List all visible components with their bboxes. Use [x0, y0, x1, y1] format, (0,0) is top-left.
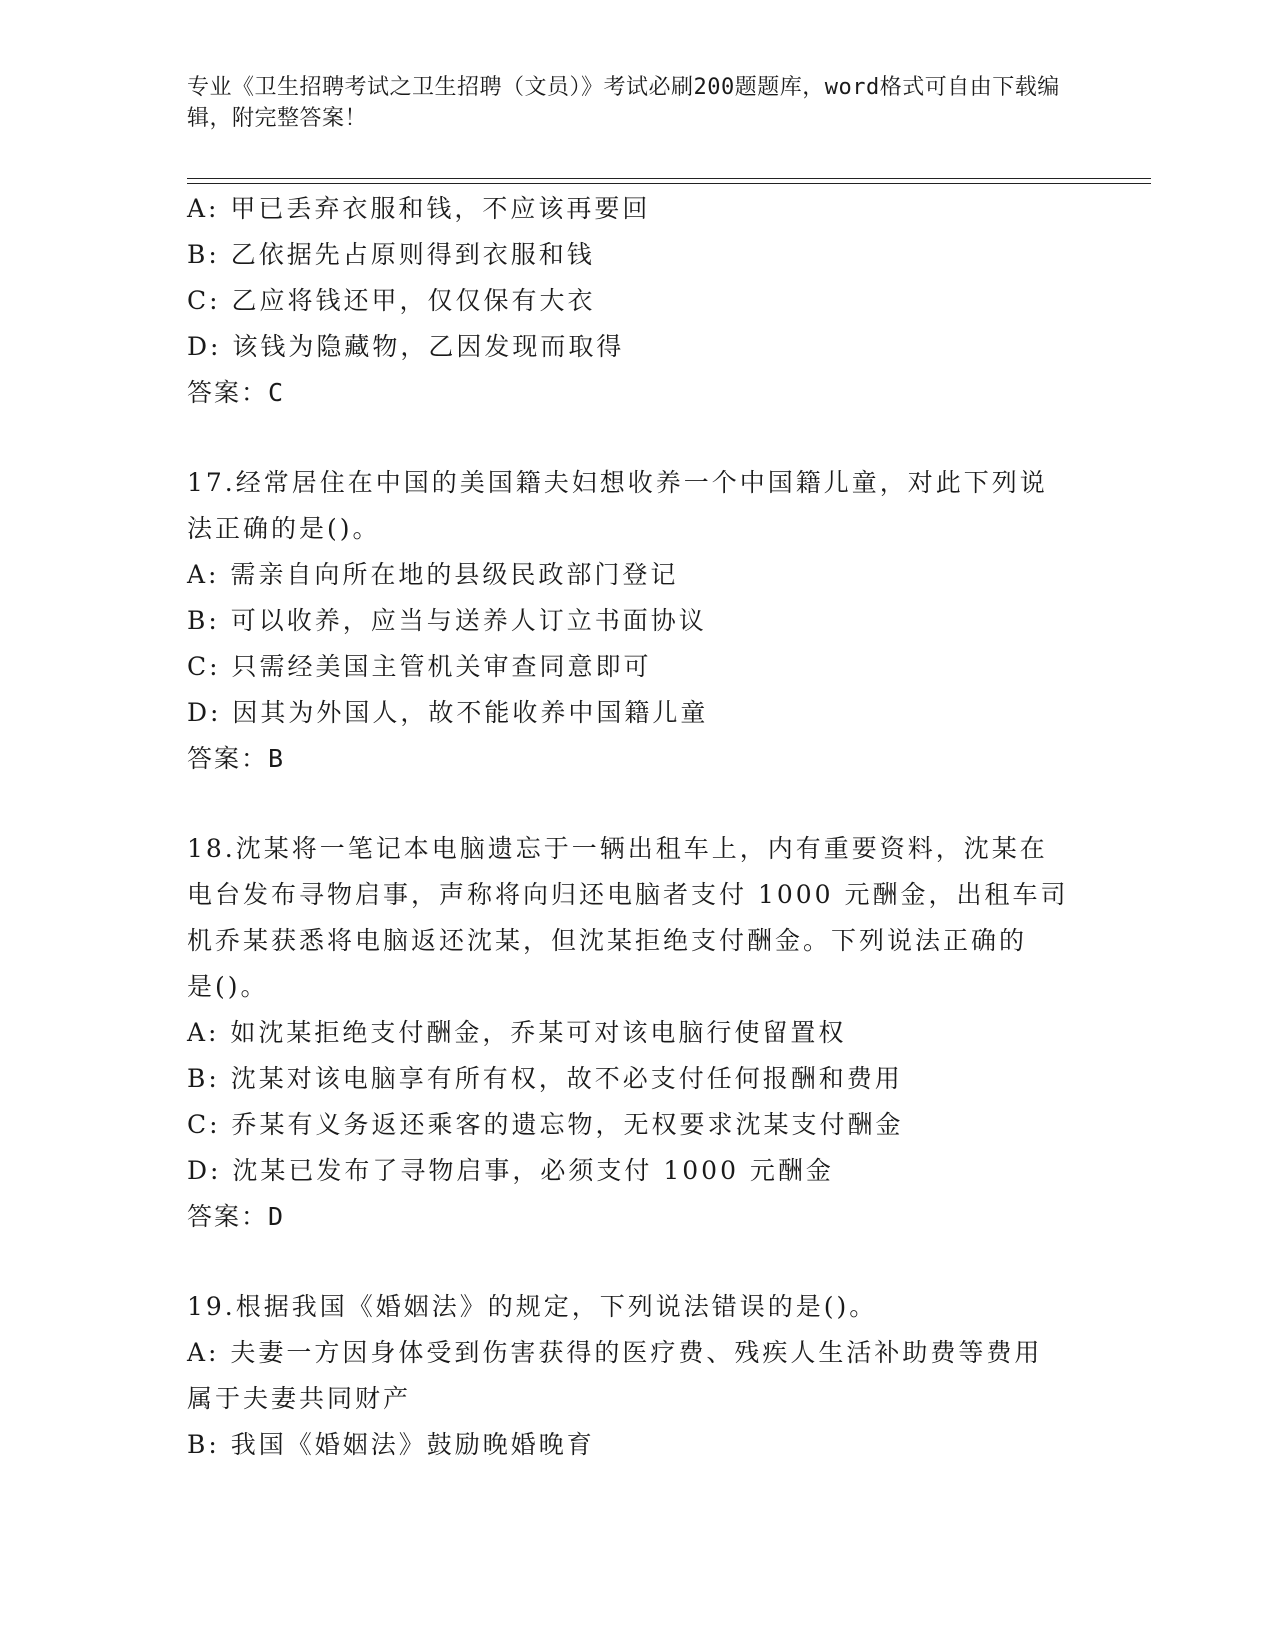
- question-16: [187, 186, 1067, 416]
- option-a: A: 夫妻一方因身体受到伤害获得的医疗费、残疾人生活补助费等费用: [187, 1338, 1043, 1367]
- option-b: B: 可以收养，应当与送养人订立书面协议: [187, 606, 707, 635]
- spacer: [187, 1240, 1067, 1284]
- question-stem-line: 17.经常居住在中国的美国籍夫妇想收养一个中国籍儿童，对此下列说: [187, 468, 1048, 497]
- option-a-continued: 属于夫妻共同财产: [187, 1384, 412, 1413]
- option-d: D: 沈某已发布了寻物启事，必须支付 1000 元酬金: [187, 1156, 834, 1185]
- question-stem-line: 电台发布寻物启事，声称将向归还电脑者支付 1000 元酬金，出租车司: [187, 880, 1069, 909]
- answer-label: 答案：B: [187, 744, 286, 773]
- option-a: A: 如沈某拒绝支付酬金，乔某可对该电脑行使留置权: [187, 1018, 847, 1047]
- option-b: B: 乙依据先占原则得到衣服和钱: [187, 240, 595, 269]
- option-a: A: 需亲自向所在地的县级民政部门登记: [187, 560, 679, 589]
- option-d: D: 因其为外国人，故不能收养中国籍儿童: [187, 698, 709, 727]
- question-18: [187, 826, 1067, 1240]
- spacer: [187, 782, 1067, 826]
- option-c: C: 乔某有义务返还乘客的遗忘物，无权要求沈某支付酬金: [187, 1110, 904, 1139]
- question-stem-line: 18.沈某将一笔记本电脑遗忘于一辆出租车上，内有重要资料，沈某在: [187, 834, 1048, 863]
- header-rule-top: [187, 178, 1151, 179]
- question-stem-line: 是()。: [187, 972, 269, 1001]
- answer-label: 答案：D: [187, 1202, 286, 1231]
- option-a: A: 甲已丢弃衣服和钱，不应该再要回: [187, 194, 651, 223]
- option-d: D: 该钱为隐藏物，乙因发现而取得: [187, 332, 625, 361]
- option-b: B: 沈某对该电脑享有所有权，故不必支付任何报酬和费用: [187, 1064, 903, 1093]
- answer-label: 答案：C: [187, 378, 286, 407]
- header-rule-bottom: [187, 183, 1151, 184]
- question-stem-line: 机乔某获悉将电脑返还沈某，但沈某拒绝支付酬金。下列说法正确的: [187, 926, 1028, 955]
- question-content: [187, 186, 1067, 1468]
- option-c: C: 乙应将钱还甲，仅仅保有大衣: [187, 286, 596, 315]
- document-header: 专业《卫生招聘考试之卫生招聘（文员）》考试必刷200题题库，word格式可自由下载编辑，附完整答案！: [187, 75, 1060, 131]
- question-stem-line: 19.根据我国《婚姻法》的规定，下列说法错误的是()。: [187, 1292, 878, 1321]
- question-19: [187, 1284, 1067, 1468]
- option-c: C: 只需经美国主管机关审查同意即可: [187, 652, 652, 681]
- question-stem-line: 法正确的是()。: [187, 514, 381, 543]
- question-17: [187, 460, 1067, 782]
- option-b: B: 我国《婚姻法》鼓励晚婚晚育: [187, 1430, 595, 1459]
- spacer: [187, 416, 1067, 460]
